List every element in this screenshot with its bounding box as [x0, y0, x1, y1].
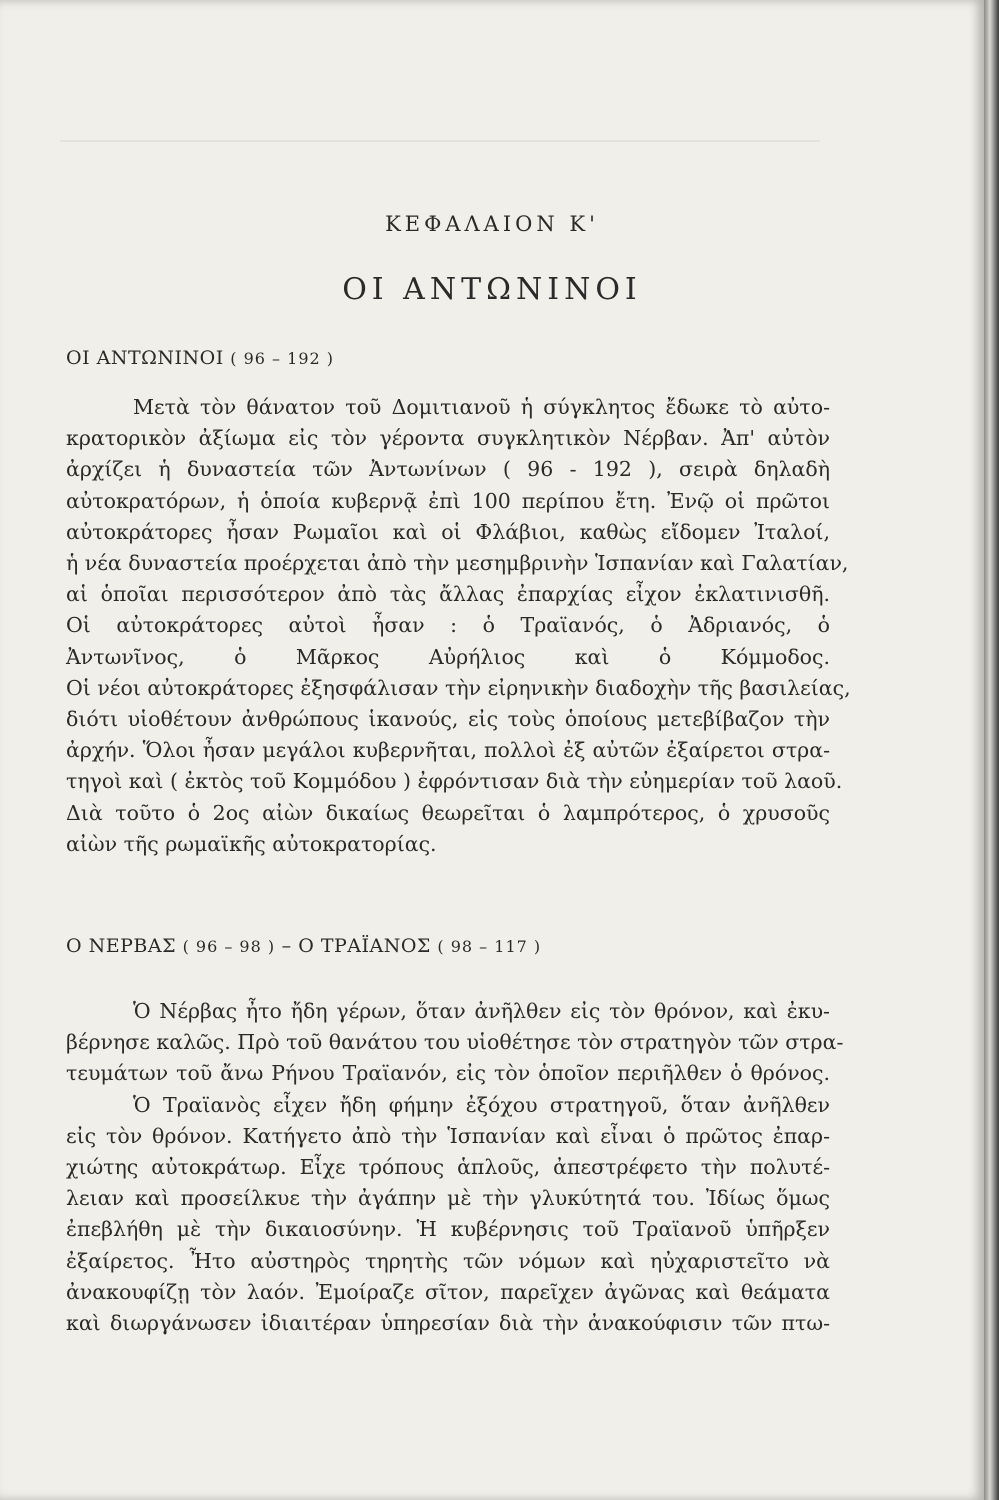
text-line: διότι υἱοθέτουν ἀνθρώπους ἱκανούς, εἰς τοὺς ὁποίους μετεβίβαζον τὴν: [66, 707, 830, 732]
text-line: ἐξαίρετος. Ἦτο αὐστηρὸς τηρητὴς τῶν νόμων καὶ ηὐχαριστεῖτο νὰ: [66, 1248, 830, 1273]
bleed-through-shadow: [60, 80, 820, 142]
text-line: τευμάτων τοῦ ἄνω Ρήνου Τραϊανόν, εἰς τὸν ὁποῖον περιῆλθεν ὁ θρόνος.: [66, 1061, 830, 1086]
text-line: Ὁ Νέρβας ἦτο ἤδη γέρων, ὅταν ἀνῆλθεν εἰς τὸν θρόνον, καὶ ἐκυ-: [133, 999, 830, 1023]
text-line: κρατορικὸν ἀξίωμα εἰς τὸν γέροντα συγκλητικὸν Νέρβαν. Ἀπ' αὐτὸν: [66, 426, 830, 451]
section-heading-separator: –: [281, 935, 292, 957]
text-line: χιώτης αὐτοκράτωρ. Εἶχε τρόπους ἁπλοῦς, ἀπεστρέφετο τὴν πολυτέ-: [66, 1155, 830, 1180]
text-line: καὶ διωργάνωσεν ἰδιαιτέραν ὑπηρεσίαν διὰ τὴν ἀνακούφισιν τῶν πτω-: [66, 1311, 830, 1336]
text-line: Ὁ Τραϊανὸς εἶχεν ἤδη φήμην ἐξόχου στρατηγοῦ, ὅταν ἀνῆλθεν: [133, 1092, 830, 1117]
text-line: εἰς τὸν θρόνον. Κατήγετο ἀπὸ τὴν Ἱσπανίαν καὶ εἶναι ὁ πρῶτος ἐπαρ-: [66, 1123, 830, 1148]
text-line: Ἀντωνῖνος, ὁ Μᾶρκος Αὐρήλιος καὶ ὁ Κόμμοδος.: [66, 644, 830, 669]
text-line: Οἱ νέοι αὐτοκράτορες ἐξησφάλισαν τὴν εἰρηνικὴν διαδοχὴν τῆς βασιλείας,: [66, 675, 851, 700]
text-line: ἀρχήν. Ὅλοι ἦσαν μεγάλοι κυβερνῆται, πολλοὶ ἐξ αὐτῶν ἐξαίρετοι στρα-: [66, 738, 830, 763]
section-heading-text: ΟΙ ΑΝΤΩΝΙΝΟΙ: [66, 347, 224, 369]
text-line: ἡ νέα δυναστεία προέρχεται ἀπὸ τὴν μεσημβρινὴν Ἱσπανίαν καὶ Γαλατίαν,: [66, 551, 849, 576]
text-line: Οἱ αὐτοκράτορες αὐτοὶ ἦσαν : ὁ Τραϊανός, ὁ Ἀδριανός, ὁ: [66, 613, 830, 638]
text-line: τηγοὶ καὶ ( ἐκτὸς τοῦ Κομμόδου ) ἐφρόντισαν διὰ τὴν εὐημερίαν τοῦ λαοῦ.: [66, 769, 843, 794]
paragraph-antonines: [66, 392, 851, 860]
section-heading-nerva: Ο ΝΕΡΒΑΣ: [66, 935, 177, 957]
section-heading-trajan: Ο ΤΡΑΪΑΝΟΣ: [298, 935, 431, 957]
text-line: αἰὼν τῆς ρωμαϊκῆς αὐτοκρατορίας.: [66, 831, 437, 856]
text-line: αὐτοκρατόρων, ἡ ὁποία κυβερνᾷ ἐπὶ 100 περίπου ἔτη. Ἐνῷ οἱ πρῶτοι: [66, 488, 830, 513]
page-edge: [984, 0, 999, 1500]
text-line: βέρνησε καλῶς. Πρὸ τοῦ θανάτου του υἱοθέτησε τὸν στρατηγὸν τῶν στρα-: [66, 1030, 844, 1055]
paragraph-nerva-trajan: [66, 996, 844, 1339]
text-line: Διὰ τοῦτο ὁ 2ος αἰὼν δικαίως θεωρεῖται ὁ λαμπρότερος, ὁ χρυσοῦς: [66, 800, 830, 825]
section-heading-dates: ( 96 – 192 ): [230, 349, 335, 368]
text-line: αὐτοκράτορες ἦσαν Ρωμαῖοι καὶ οἱ Φλάβιοι, καθὼς εἴδομεν Ἰταλοί,: [66, 519, 830, 544]
text-line: ἀνακουφίζῃ τὸν λαόν. Ἐμοίραζε σῖτον, παρεῖχεν ἀγῶνας καὶ θεάματα: [66, 1279, 830, 1304]
section-heading-nerva-trajan: [66, 935, 541, 957]
chapter-title: ΟΙ ΑΝΤΩΝΙΝΟΙ: [342, 272, 642, 307]
text-line: αἱ ὁποῖαι περισσότερον ἀπὸ τὰς ἄλλας ἐπαρχίας εἶχον ἐκλατινισθῆ.: [66, 582, 830, 607]
section-heading-nerva-dates: ( 96 – 98 ): [182, 937, 276, 956]
text-line: ἀρχίζει ἡ δυναστεία τῶν Ἀντωνίνων ( 96 - 192 ), σειρὰ δηλαδὴ: [66, 457, 830, 482]
text-line: Μετὰ τὸν θάνατον τοῦ Δομιτιανοῦ ἡ σύγκλητος ἔδωκε τὸ αὐτο-: [133, 395, 830, 419]
section-heading-trajan-dates: ( 98 – 117 ): [437, 937, 542, 956]
text-line: λειαν καὶ προσείλκυε τὴν ἀγάπην μὲ τὴν γλυκύτητά του. Ἰδίως ὅμως: [66, 1186, 830, 1211]
section-heading-antonines: [66, 347, 334, 369]
chapter-label: ΚΕΦΑΛΑΙΟΝ Κ': [385, 212, 599, 236]
text-line: ἐπεβλήθη μὲ τὴν δικαιοσύνην. Ἡ κυβέρνησις τοῦ Τραϊανοῦ ὑπῆρξεν: [66, 1217, 830, 1242]
